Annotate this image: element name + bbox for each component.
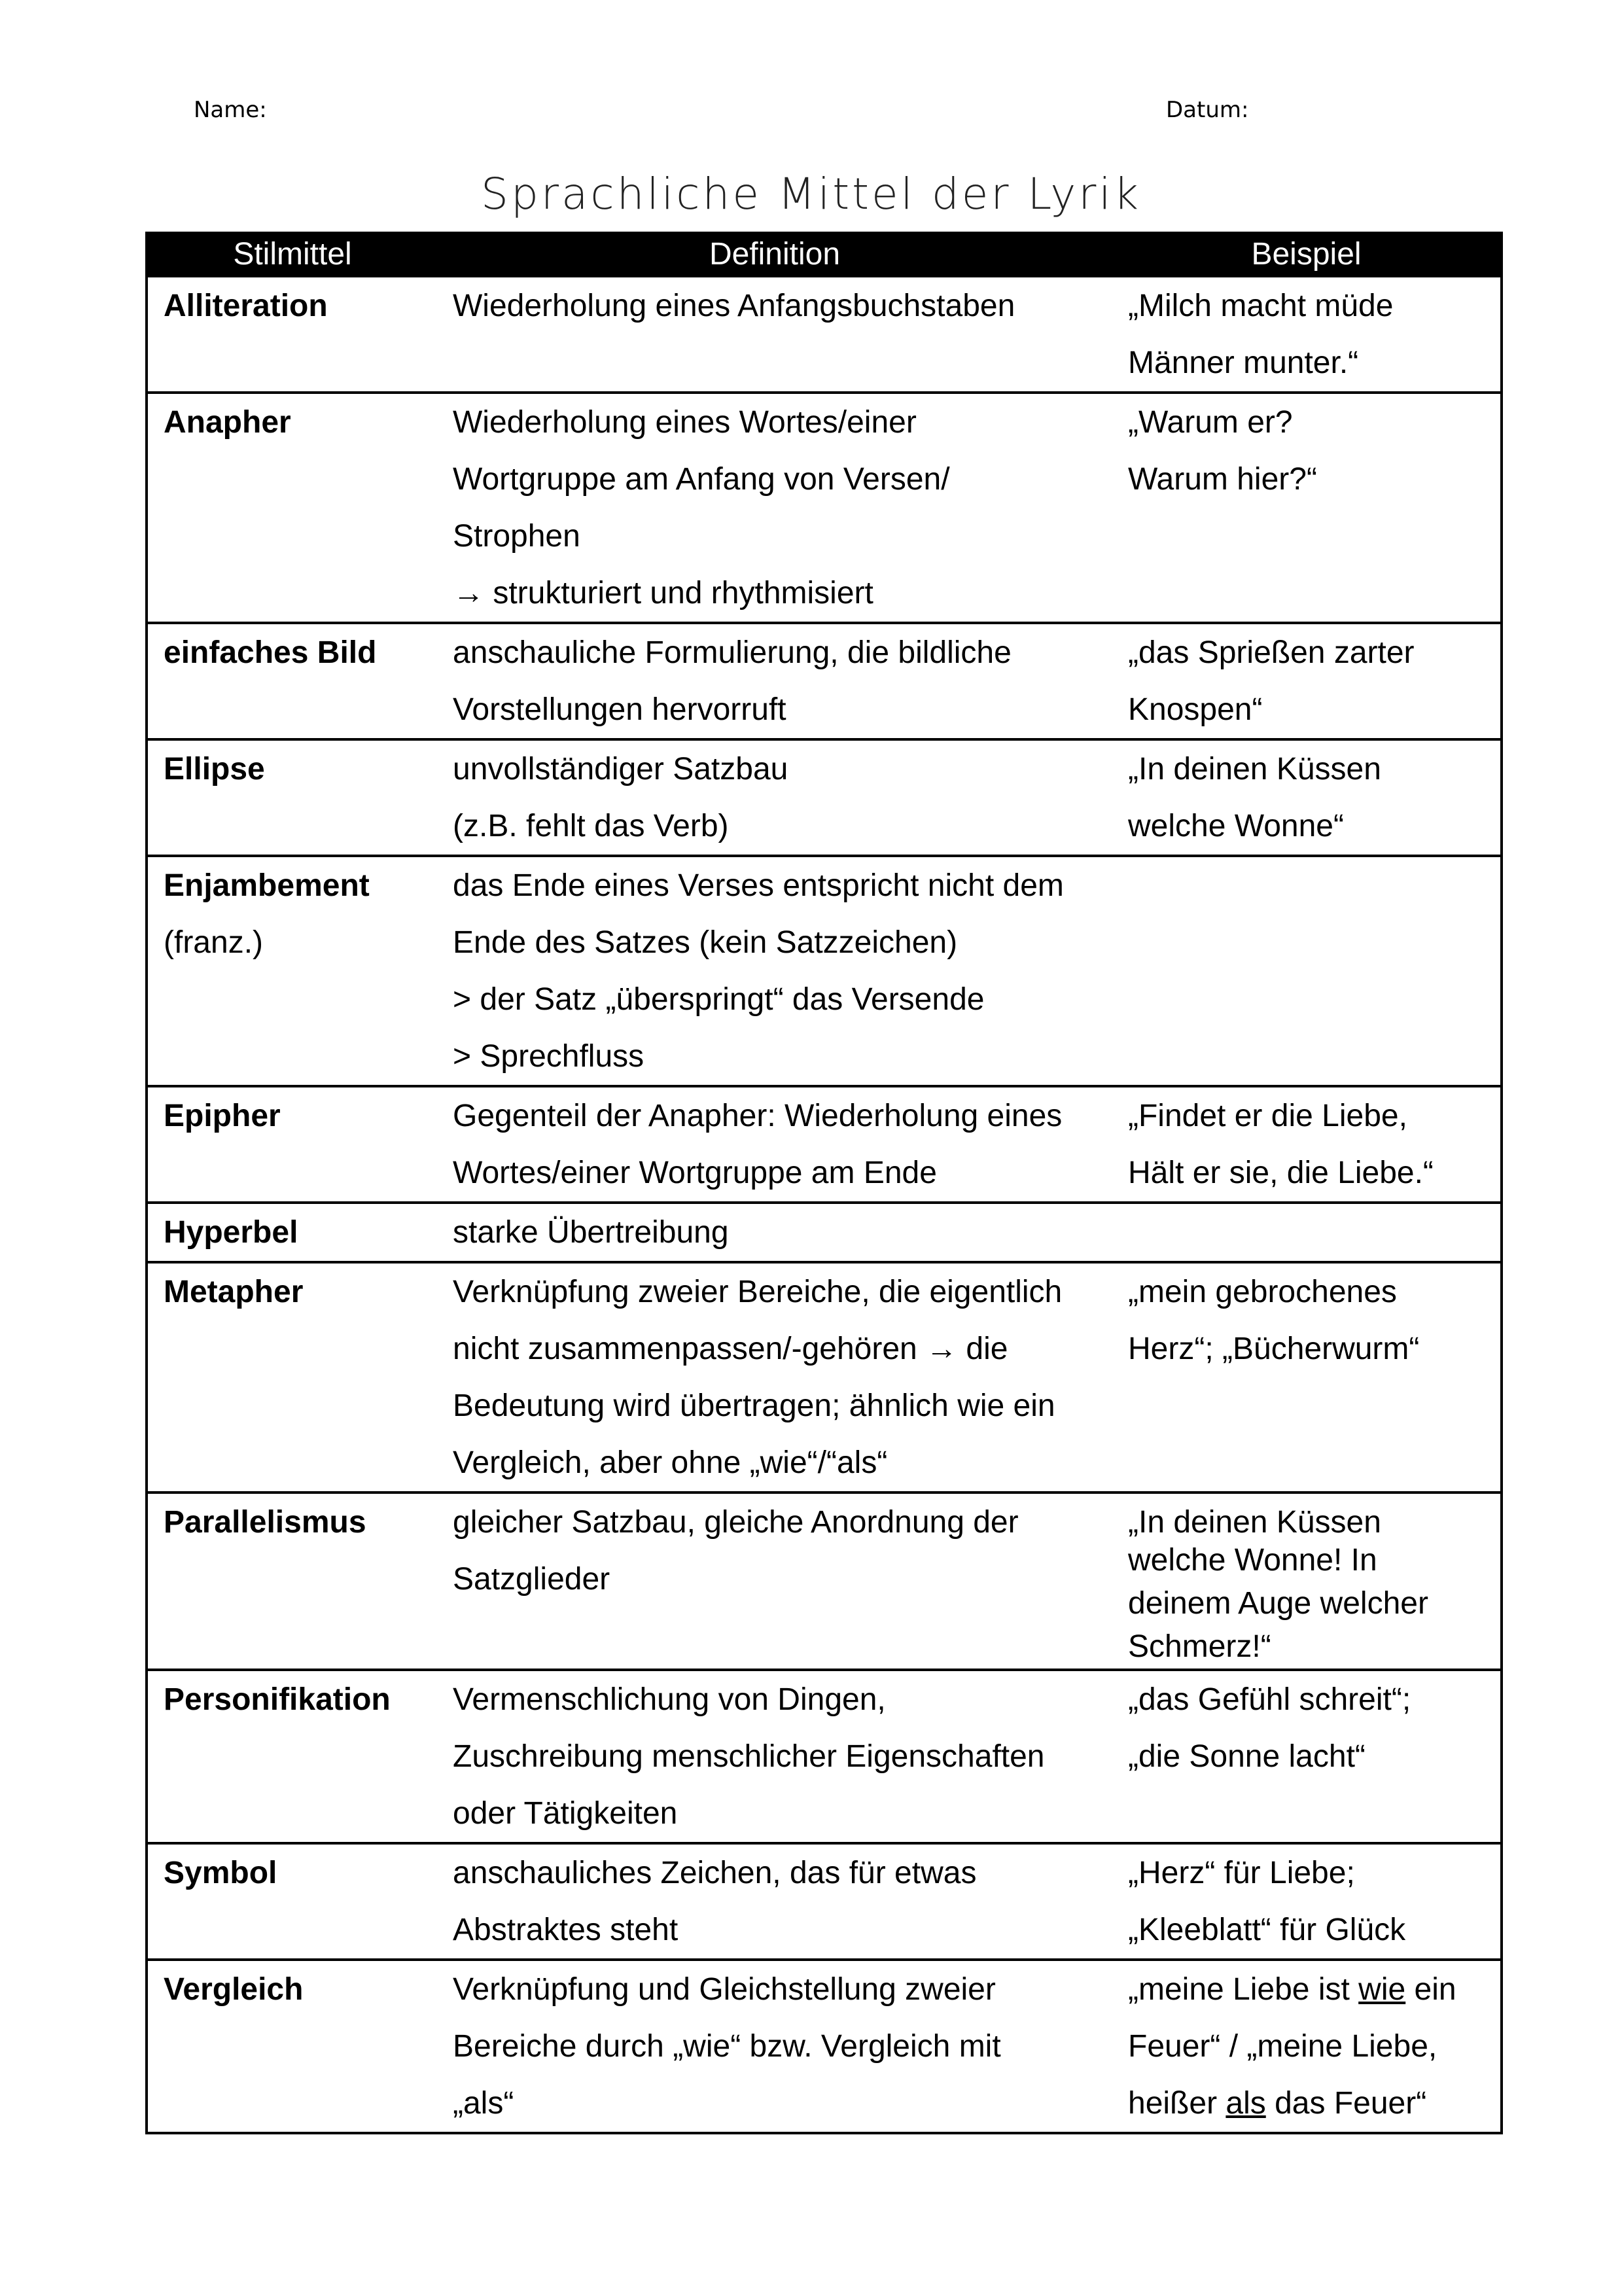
term-text: Symbol xyxy=(164,1856,277,1890)
term-text: Ellipse xyxy=(164,752,265,786)
term-cell xyxy=(147,1203,437,1262)
column-header-definition: Definition xyxy=(437,233,1112,276)
example-cell xyxy=(1112,1960,1502,2133)
stilmittel-table xyxy=(145,232,1503,2134)
example-fragment: das Feuer“ xyxy=(1265,2086,1427,2121)
term-text: Vergleich xyxy=(164,1972,304,2007)
example-cell xyxy=(1112,393,1502,623)
definition-line: Satzglieder xyxy=(453,1562,610,1597)
page-title: Sprachliche Mittel der Lyrik xyxy=(481,169,1141,219)
term-cell xyxy=(147,1262,437,1492)
term-cell xyxy=(147,1086,437,1203)
term-cell xyxy=(147,1960,437,2133)
table-row xyxy=(147,1960,1502,2133)
example-line: „mein gebrochenes xyxy=(1128,1275,1397,1309)
column-header-stilmittel: Stilmittel xyxy=(147,233,437,276)
table-row xyxy=(147,1262,1502,1492)
definition-line: Vermenschlichung von Dingen, xyxy=(453,1682,886,1717)
table-row xyxy=(147,1086,1502,1203)
definition-line: > Sprechfluss xyxy=(453,1039,644,1074)
term-text: Enjambement xyxy=(164,868,370,903)
example-fragment: „meine Liebe ist xyxy=(1128,1972,1359,2007)
definition-cell xyxy=(437,739,1112,856)
term-cell xyxy=(147,856,437,1086)
header-row xyxy=(147,233,1502,276)
example-cell xyxy=(1112,1086,1502,1203)
example-line: „Herz“ für Liebe; xyxy=(1128,1856,1355,1890)
definition-line: Bereiche durch „wie“ bzw. Vergleich mit xyxy=(453,2029,1001,2064)
example-cell xyxy=(1112,739,1502,856)
definition-cell xyxy=(437,276,1112,393)
example-line: Männer munter.“ xyxy=(1128,345,1359,380)
example-cell xyxy=(1112,856,1502,1086)
example-emphasis: wie xyxy=(1358,1972,1406,2007)
example-fragment: ein xyxy=(1405,1972,1456,2007)
definition-line: Wortgruppe am Anfang von Versen/ xyxy=(453,462,950,497)
term-text: Anapher xyxy=(164,405,291,440)
definition-line: „als“ xyxy=(453,2086,514,2121)
definition-line: Verknüpfung und Gleichstellung zweier xyxy=(453,1972,996,2007)
term-cell xyxy=(147,623,437,739)
table-row xyxy=(147,1203,1502,1262)
term-cell xyxy=(147,1843,437,1960)
table-row xyxy=(147,393,1502,623)
table-row xyxy=(147,856,1502,1086)
example-line: „das Gefühl schreit“; xyxy=(1128,1682,1411,1717)
example-cell xyxy=(1112,1492,1502,1670)
definition-cell xyxy=(437,1203,1112,1262)
definition-line: Wiederholung eines Wortes/einer xyxy=(453,405,917,440)
table-body xyxy=(147,276,1502,2133)
example-line: „In deinen Küssen xyxy=(1128,1505,1381,1540)
definition-line: Wortes/einer Wortgruppe am Ende xyxy=(453,1156,937,1190)
example-cell xyxy=(1112,623,1502,739)
table-header xyxy=(147,233,1502,276)
date-label: Datum: xyxy=(1166,97,1249,123)
term-text: Metapher xyxy=(164,1275,304,1309)
example-line: Knospen“ xyxy=(1128,692,1263,727)
definition-line: anschauliches Zeichen, das für etwas xyxy=(453,1856,977,1890)
example-line xyxy=(1128,2018,1489,2075)
term-text: Parallelismus xyxy=(164,1505,366,1540)
definition-line: Strophen xyxy=(453,519,580,554)
example-line xyxy=(1128,2075,1489,2132)
example-line: Warum hier?“ xyxy=(1128,462,1317,497)
name-label: Name: xyxy=(194,97,267,123)
definition-line: Verknüpfung zweier Bereiche, die eigentlich xyxy=(453,1275,1063,1309)
example-fragment: heißer xyxy=(1128,2086,1226,2121)
term-cell xyxy=(147,1492,437,1670)
column-header-beispiel: Beispiel xyxy=(1112,233,1502,276)
table-row xyxy=(147,1670,1502,1843)
term-text: Alliteration xyxy=(164,289,328,323)
definition-cell xyxy=(437,623,1112,739)
definition-cell xyxy=(437,1086,1112,1203)
example-line: Schmerz!“ xyxy=(1128,1629,1271,1664)
definition-line: oder Tätigkeiten xyxy=(453,1796,678,1831)
definition-line: Vergleich, aber ohne „wie“/“als“ xyxy=(453,1445,888,1480)
definition-line: (z.B. fehlt das Verb) xyxy=(453,809,729,843)
example-line: „Warum er? xyxy=(1128,405,1293,440)
definition-line: Abstraktes steht xyxy=(453,1913,679,1947)
definition-cell xyxy=(437,1843,1112,1960)
definition-cell xyxy=(437,1960,1112,2133)
example-line: Herz“; „Bücherwurm“ xyxy=(1128,1332,1420,1366)
term-text: Hyperbel xyxy=(164,1215,298,1250)
example-line: „Findet er die Liebe, xyxy=(1128,1099,1407,1133)
definition-line: Wiederholung eines Anfangsbuchstaben xyxy=(453,289,1015,323)
example-line: „Milch macht müde xyxy=(1128,289,1394,323)
example-line: welche Wonne“ xyxy=(1128,809,1344,843)
definition-line: gleicher Satzbau, gleiche Anordnung der xyxy=(453,1505,1019,1540)
definition-cell xyxy=(437,856,1112,1086)
example-line: deinem Auge welcher xyxy=(1128,1586,1428,1621)
example-line: „das Sprießen zarter xyxy=(1128,635,1415,670)
definition-line: starke Übertreibung xyxy=(453,1215,729,1250)
definition-line: nicht zusammenpassen/-gehören → die xyxy=(453,1332,1008,1366)
definition-cell xyxy=(437,1492,1112,1670)
definition-line: anschauliche Formulierung, die bildliche xyxy=(453,635,1012,670)
example-cell xyxy=(1112,1670,1502,1843)
example-emphasis: als xyxy=(1225,2086,1266,2121)
term-text: (franz.) xyxy=(164,925,264,960)
definition-line: Vorstellungen hervorruft xyxy=(453,692,786,727)
example-cell xyxy=(1112,276,1502,393)
definition-line: unvollständiger Satzbau xyxy=(453,752,788,786)
definition-cell xyxy=(437,393,1112,623)
term-text: einfaches Bild xyxy=(164,635,377,670)
example-line: „Kleeblatt“ für Glück xyxy=(1128,1913,1406,1947)
example-cell xyxy=(1112,1262,1502,1492)
definition-line: Gegenteil der Anapher: Wiederholung eines xyxy=(453,1099,1063,1133)
definition-cell xyxy=(437,1670,1112,1843)
term-cell xyxy=(147,393,437,623)
example-line xyxy=(1128,1961,1489,2018)
example-cell xyxy=(1112,1843,1502,1960)
table-row xyxy=(147,623,1502,739)
definition-line: Zuschreibung menschlicher Eigenschaften xyxy=(453,1739,1045,1774)
definition-line: Ende des Satzes (kein Satzzeichen) xyxy=(453,925,958,960)
example-cell xyxy=(1112,1203,1502,1262)
table-row xyxy=(147,1843,1502,1960)
definition-line: > der Satz „überspringt“ das Versende xyxy=(453,982,985,1017)
table-row xyxy=(147,276,1502,393)
example-line: „In deinen Küssen xyxy=(1128,752,1381,786)
example-fragment: Feuer“ / „meine Liebe, xyxy=(1128,2029,1437,2064)
term-cell xyxy=(147,739,437,856)
example-line: Hält er sie, die Liebe.“ xyxy=(1128,1156,1434,1190)
example-line: welche Wonne! In xyxy=(1128,1543,1377,1578)
table-row xyxy=(147,1492,1502,1670)
definition-line: → strukturiert und rhythmisiert xyxy=(453,576,873,610)
term-cell xyxy=(147,276,437,393)
definition-line: Bedeutung wird übertragen; ähnlich wie ein xyxy=(453,1388,1055,1423)
term-text: Epipher xyxy=(164,1099,281,1133)
example-line: „die Sonne lacht“ xyxy=(1128,1739,1366,1774)
definition-cell xyxy=(437,1262,1112,1492)
term-cell xyxy=(147,1670,437,1843)
table-row xyxy=(147,739,1502,856)
term-text: Personifikation xyxy=(164,1682,391,1717)
definition-line: das Ende eines Verses entspricht nicht dem xyxy=(453,868,1064,903)
